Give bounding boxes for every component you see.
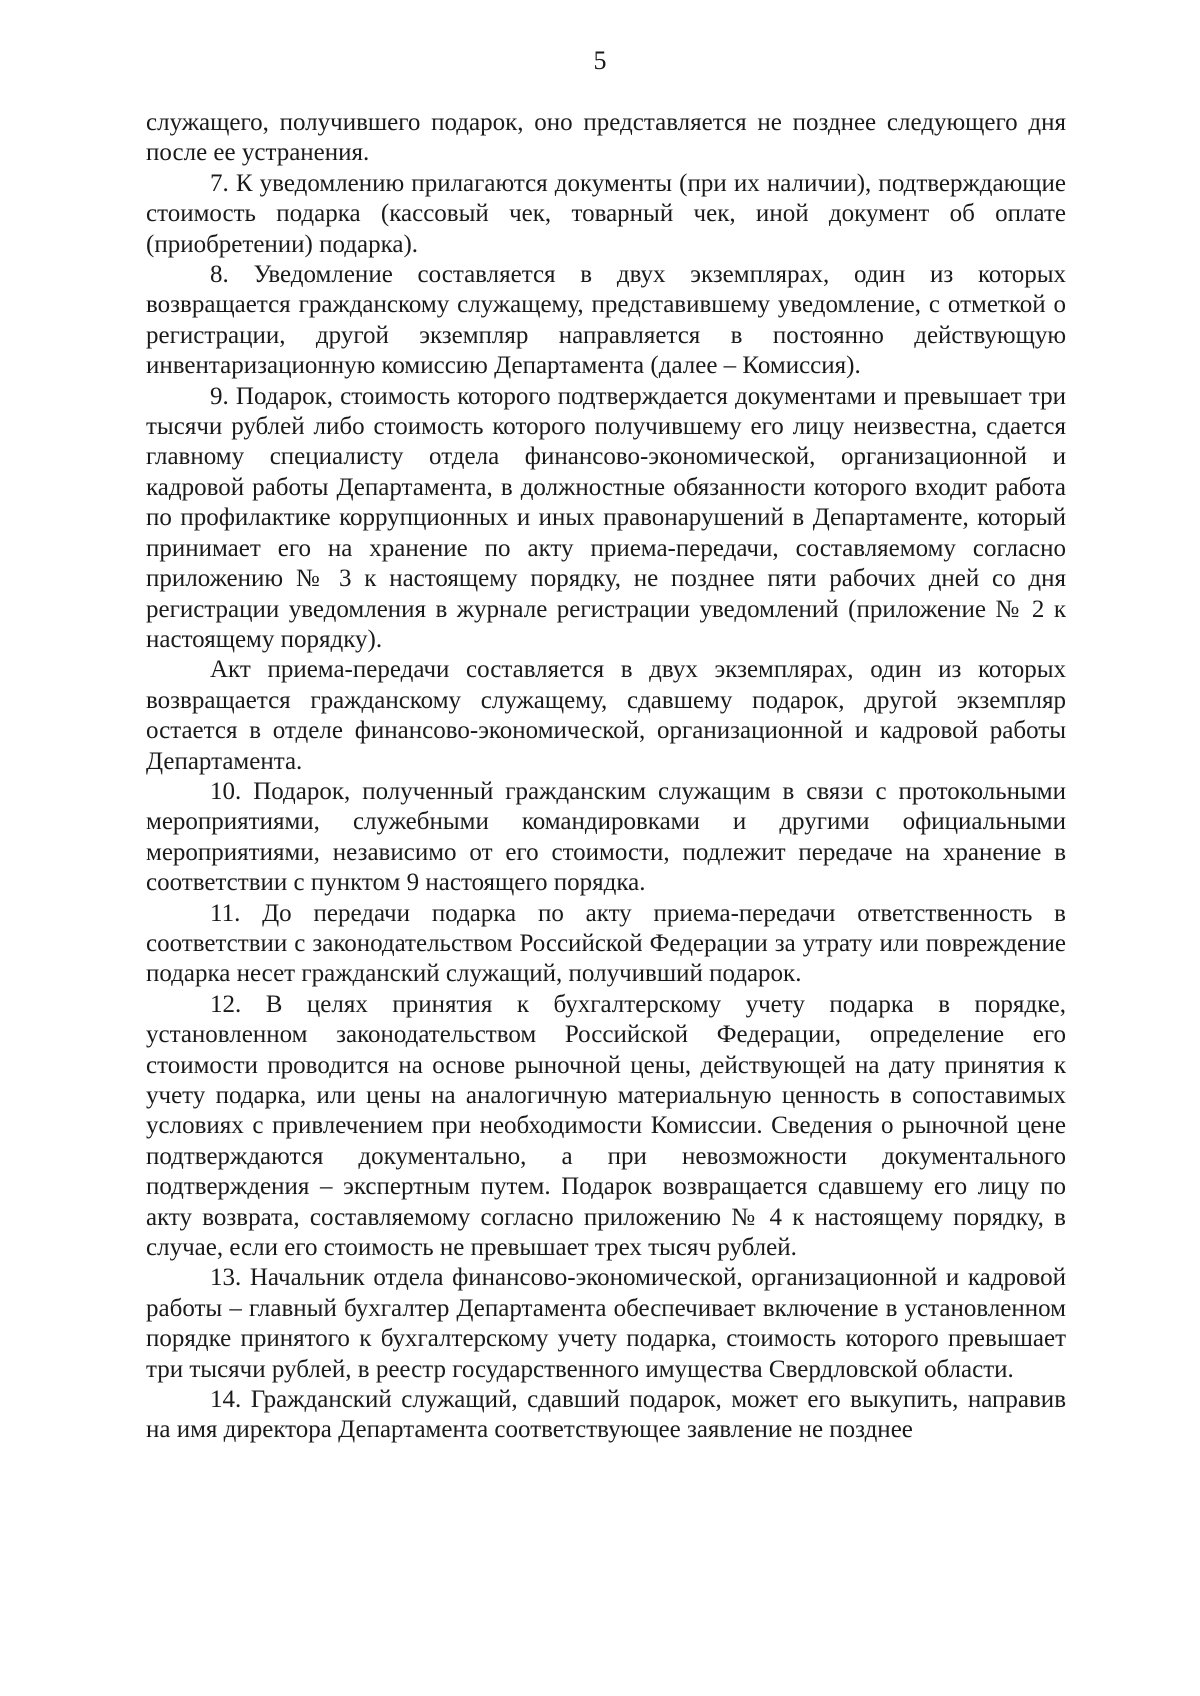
paragraph-item-13: 13. Начальник отдела финансово-экономической, организационной и кадровой работы – главный бухгалтер Департамента обеспечивает включение в установленном порядке принятого к бухгалтерскому учету подарка, стоимость которого превышает три тысячи рублей, в реестр государственного имущества Свердловской области. — [146, 1264, 1066, 1383]
paragraph-item-8: 8. Уведомление составляется в двух экземплярах, один из которых возвращается гражданскому служащему, представившему уведомление, с отметкой о регистрации, другой экземпляр направляется в постоянно действующую инвентаризационную комиссию Департамента (далее – Комиссия). — [146, 261, 1066, 380]
page-number: 5 — [593, 46, 607, 75]
paragraph-item-9: 9. Подарок, стоимость которого подтверждается документами и превышает три тысячи рублей либо стоимость которого получившему его лицу неизвестна, сдается главному специалисту отдела финансово-экономической, организационной и кадровой работы Департамента, в должностные обязанности которого входит работа по профилактике коррупционных и иных правонарушений в Департаменте, который принимает его на хранение по акту приема-передачи, составляемому согласно приложению № 3 к настоящему порядку, не позднее пяти рабочих дней со дня регистрации уведомления в журнале регистрации уведомлений (приложение № 2 к настоящему порядку). — [146, 382, 1066, 653]
paragraph-item-10: 10. Подарок, полученный гражданским служащим в связи с протокольными мероприятиями, служебными командировками и другими официальными мероприятиями, независимо от его стоимости, подлежит передаче на хранение в соответствии с пунктом 9 настоящего порядка. — [146, 777, 1066, 897]
paragraph-item-7: 7. К уведомлению прилагаются документы (при их наличии), подтверждающие стоимость подарка (кассовый чек, товарный чек, иной документ об оплате (приобретении) подарка). — [146, 169, 1066, 258]
paragraph-item-12: 12. В целях принятия к бухгалтерскому учету подарка в порядке, установленном законодательством Российской Федерации, определение его стоимости проводится на основе рыночной цены, действующей на дату принятия к учету подарка, или цены на аналогичную материальную ценность в сопоставимых условиях с привлечением при необходимости Комиссии. Сведения о рыночной цене подтверждаются документально, а при невозможности документального подтверждения – экспертным путем. Подарок возвращается сдавшему его лицу по акту возврата, составляемому согласно приложению № 4 к настоящему порядку, в случае, если его стоимость не превышает трех тысяч рублей. — [146, 990, 1066, 1262]
paragraph-item-11: 11. До передачи подарка по акту приема-передачи ответственность в соответствии с законодательством Российской Федерации за утрату или повреждение подарка несет гражданский служащий, получивший подарок. — [146, 899, 1066, 988]
document-body — [146, 108, 1066, 1446]
paragraph-transfer-act: Акт приема-передачи составляется в двух экземплярах, один из которых возвращается гражданскому служащему, сдавшему подарок, другой экземпляр остается в отделе финансово-экономической, организационной и кадровой работы Департамента. — [146, 656, 1066, 775]
paragraph-item-14: 14. Гражданский служащий, сдавший подарок, может его выкупить, направив на имя директора Департамента соответствующее заявление не позднее — [146, 1386, 1066, 1444]
paragraph-continuation: служащего, получившего подарок, оно представляется не позднее следующего дня после ее устранения. — [146, 109, 1066, 167]
